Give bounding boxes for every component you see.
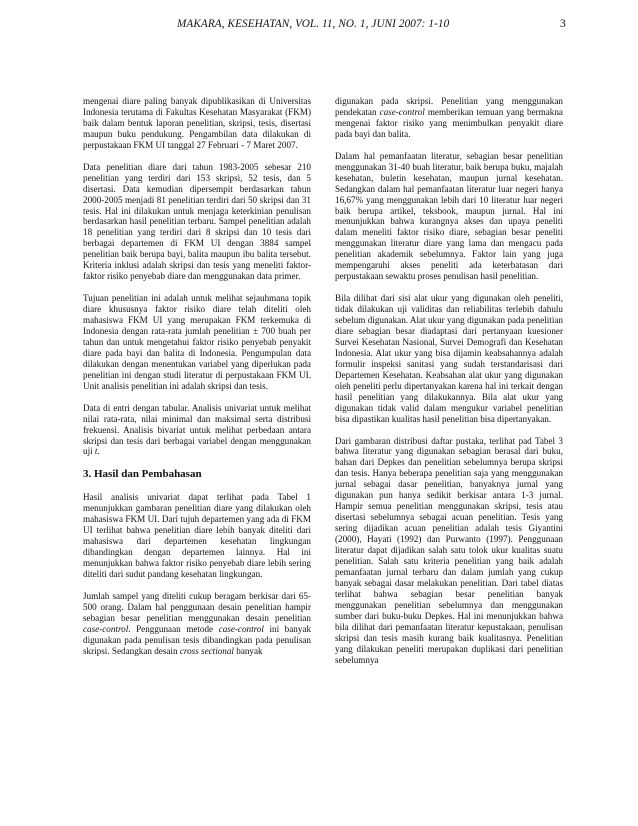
text-segment: Data di entri dengan tabular. Analisis univariat untuk melihat nilai rata-rata, nilai minimal dan maksimal serta distribusi frekuensi. Analisis bivariat untuk melihat perbedaan antara skripsi dan tesis dari berbagai variabel dengan menggunakan uji — [83, 402, 311, 457]
paragraph-sample: Data penelitian diare dari tahun 1983-2005 sebesar 210 penelitian yang terdiri dari 153 skripsi, 52 tesis, dan 5 disertasi. Data kemudian dipersempit berdasarkan tahun 2000-2005 menjadi 81 penelitian terdiri dari 50 skripsi dan 31 tesis. Hal ini dilakukan untuk menjaga keterkinian penulisan berdasarkan hasil penelitian terbaru. Sampel penelitian adalah 18 penelitian yang terdiri dari 8 skripsi dan 10 tesis dari berbagai departemen di FKM UI dengan 3884 sampel penelitian baik berupa bayi, balita maupun ibu balita tersebut. Kriteria inklusi adalah skripsi dan tesis yang meneliti faktor-faktor risiko penyebab diare dan menggunakan data primer. — [83, 161, 311, 282]
right-column — [335, 96, 563, 666]
italic-term: t — [94, 446, 98, 457]
text-segment: memberikan temuan yang bermakna mengenai faktor risiko yang menimbulkan penyakit diare pada bayi dan balita. — [335, 106, 563, 139]
page-number: 3 — [560, 18, 566, 30]
text-segment: . Penggunaan metode — [128, 623, 219, 634]
left-column — [83, 96, 311, 657]
text-segment: . — [97, 446, 100, 457]
paragraph-design — [83, 591, 311, 657]
text-segment: banyak — [233, 645, 263, 656]
italic-term: case-control — [83, 623, 129, 634]
paragraph-objective: Tujuan penelitian ini adalah untuk melihat sejauhmana topik diare khususnya faktor risiko diare telah diteliti oleh mahasiswa FKM UI yang merupakan FKM terkemuka di Indonesia dengan rata-rata jumlah penelitian ± 700 buah per tahun dan untuk mengetahui faktor risiko penyebab penyakit diare pada bayi dan balita di Indonesia. Pengumpulan data dilakukan dengan menentukan variabel yang diperlukan pada penelitian ini dengan studi literatur di perpustakaan FKM UI. Unit analisis penelitian ini adalah skripsi dan tesis. — [83, 293, 311, 391]
italic-term: cross sectional — [179, 645, 234, 656]
italic-term: case-control — [379, 106, 425, 117]
text-segment: ini banyak digunakan pada penulisan tesis dibandingkan pada penulisan skripsi. Sedangkan desain — [83, 623, 312, 656]
paragraph-literature: Dalam hal pemanfaatan literatur, sebagian besar penelitian menggunakan 31-40 buah literatur, baik berupa buku, majalah kesehatan, buletin kesehatan, maupun jurnal kesehatan. Sedangkan dalam hal pemanfaatan literatur luar negeri hanya 16,67% yang menggunakan lebih dari 10 literatur luar negeri baik berupa artikel, teksbook, maupun jurnal. Hal ini menunjukkan bahwa kurangnya akses dan upaya peneliti dalam meneliti faktor risiko diare, sebagian besar peneliti menggunakan literatur diare yang lama dan mengacu pada penelitian akademik sebelumnya. Faktor lain yang juga mempengaruhi akses peneliti ada keterbatasan dari perpustakaan sewaktu proses penulisan hasil penelitian. — [335, 150, 563, 282]
running-header — [0, 18, 638, 34]
italic-term: case-control — [218, 623, 264, 634]
paragraph-bibliography: Dari gambaran distribusi daftar pustaka, terlihat pad Tabel 3 bahwa literatur yang digunakan sebagian berasal dari buku, bahan dari Depkes dan penelitian sebelumnya berupa skripsi dan tesis. Hanya beberapa penelitian saja yang menggunakan jurnal sebagai dasar penelitian, banyaknya jurnal yang digunakan pun hanya sedikit berkisar antara 1-3 jurnal. Hampir semua penelitian menggunakan skripsi, tesis atau disertasi sebelumnya sebagai acuan penelitian. Tesis yang sering dijadikan acuan penelitian adalah tesis Giyantini (2000), Hayati (1992) dan Purwanto (1997). Penggunaan literatur dapat dijadikan salah satu tolok ukur kualitas suatu penelitian. Salah satu kriteria penelitian yang baik adalah pemanfaatan jurnal terbaru dan dalam jumlah yang cukup banyak sebagai dasar melakukan penelitian. Dari tabel diatas terlihat bahwa sebagian besar penelitian banyak menggunakan penelitian sebelumnya dan menggunakan sumber dari buku-buku Depkes. Hal ini menunjukkan bahwa bila dilihat dari pemanfaatan literatur kepustakaan, penulisan skripsi dan tesis masih kurang baik kualitasnya. Penelitian yang dilakukan peneliti merupakan duplikasi dari penelitian sebelumnya — [335, 435, 563, 665]
journal-citation: MAKARA, KESEHATAN, VOL. 11, NO. 1, JUNI 2007: 1-10 — [177, 18, 450, 30]
paragraph-data-source: mengenai diare paling banyak dipublikasikan di Universitas Indonesia terutama di Fakultas Kesehatan Masyarakat (FKM) baik dalam bentuk laporan penelitian, skripsi, tesis, disertasi maupun buku pendukung. Pengambilan data dilakukan di perpustakaan FKM UI tanggal 27 Februari - 7 Maret 2007. — [83, 96, 311, 150]
section-heading: 3. Hasil dan Pembahasan — [83, 468, 202, 481]
text-segment: digunakan pada skripsi. Penelitian yang menggunakan pendekatan — [335, 96, 563, 117]
paragraph-instrument: Bila dilihat dari sisi alat ukur yang digunakan oleh peneliti, tidak dilakukan uji validitas dan reliabilitas terlebih dahulu sebelum digunakan. Alat ukur yang digunakan pada penelitian diare sebagian besar diadaptasi dari pertanyaan kuesioner Survei Kesehatan Nasional, Survei Demografi dan Kesehatan Indonesia. Alat ukur yang bisa dijamin keabsahannya adalah formulir inspeksi sanitasi yang sudah terstandarisasi dari Departemen Kesehatan. Keabsahan alat ukur yang digunakan oleh peneliti perlu dipertanyakan karena hal ini terkait dengan hasil penelitian yang dilakukannya. Bila alat ukur yang digunakan tidak valid dalam mengukur variabel penelitian bisa dipastikan kualitas hasil penelitian bisa dipertanyakan. — [335, 293, 563, 424]
paragraph-univariate: Hasil analisis univariat dapat terlihat pada Tabel 1 menunjukkan gambaran penelitian diare yang dilakukan oleh mahasiswa FKM UI. Dari tujuh departemen yang ada di FKM UI terlihat bahwa penelitian diare lebih banyak diteliti dari mahasiswa dari departemen kesehatan lingkungan dibandingkan dengan departemen lainnya. Hal ini menunjukkan bahwa faktor risiko penyebab diare lebih sering diteliti dari sudut pandang kesehatan lingkungan. — [83, 492, 311, 580]
paragraph-case-control — [335, 96, 563, 140]
paragraph-analysis — [83, 403, 311, 458]
text-segment: Jumlah sampel yang diteliti cukup beragam berkisar dari 65-500 orang. Dalam hal penggunaan desain penelitian hampir sebagian besar penelitian menggunakan desain penelitian — [83, 590, 311, 623]
